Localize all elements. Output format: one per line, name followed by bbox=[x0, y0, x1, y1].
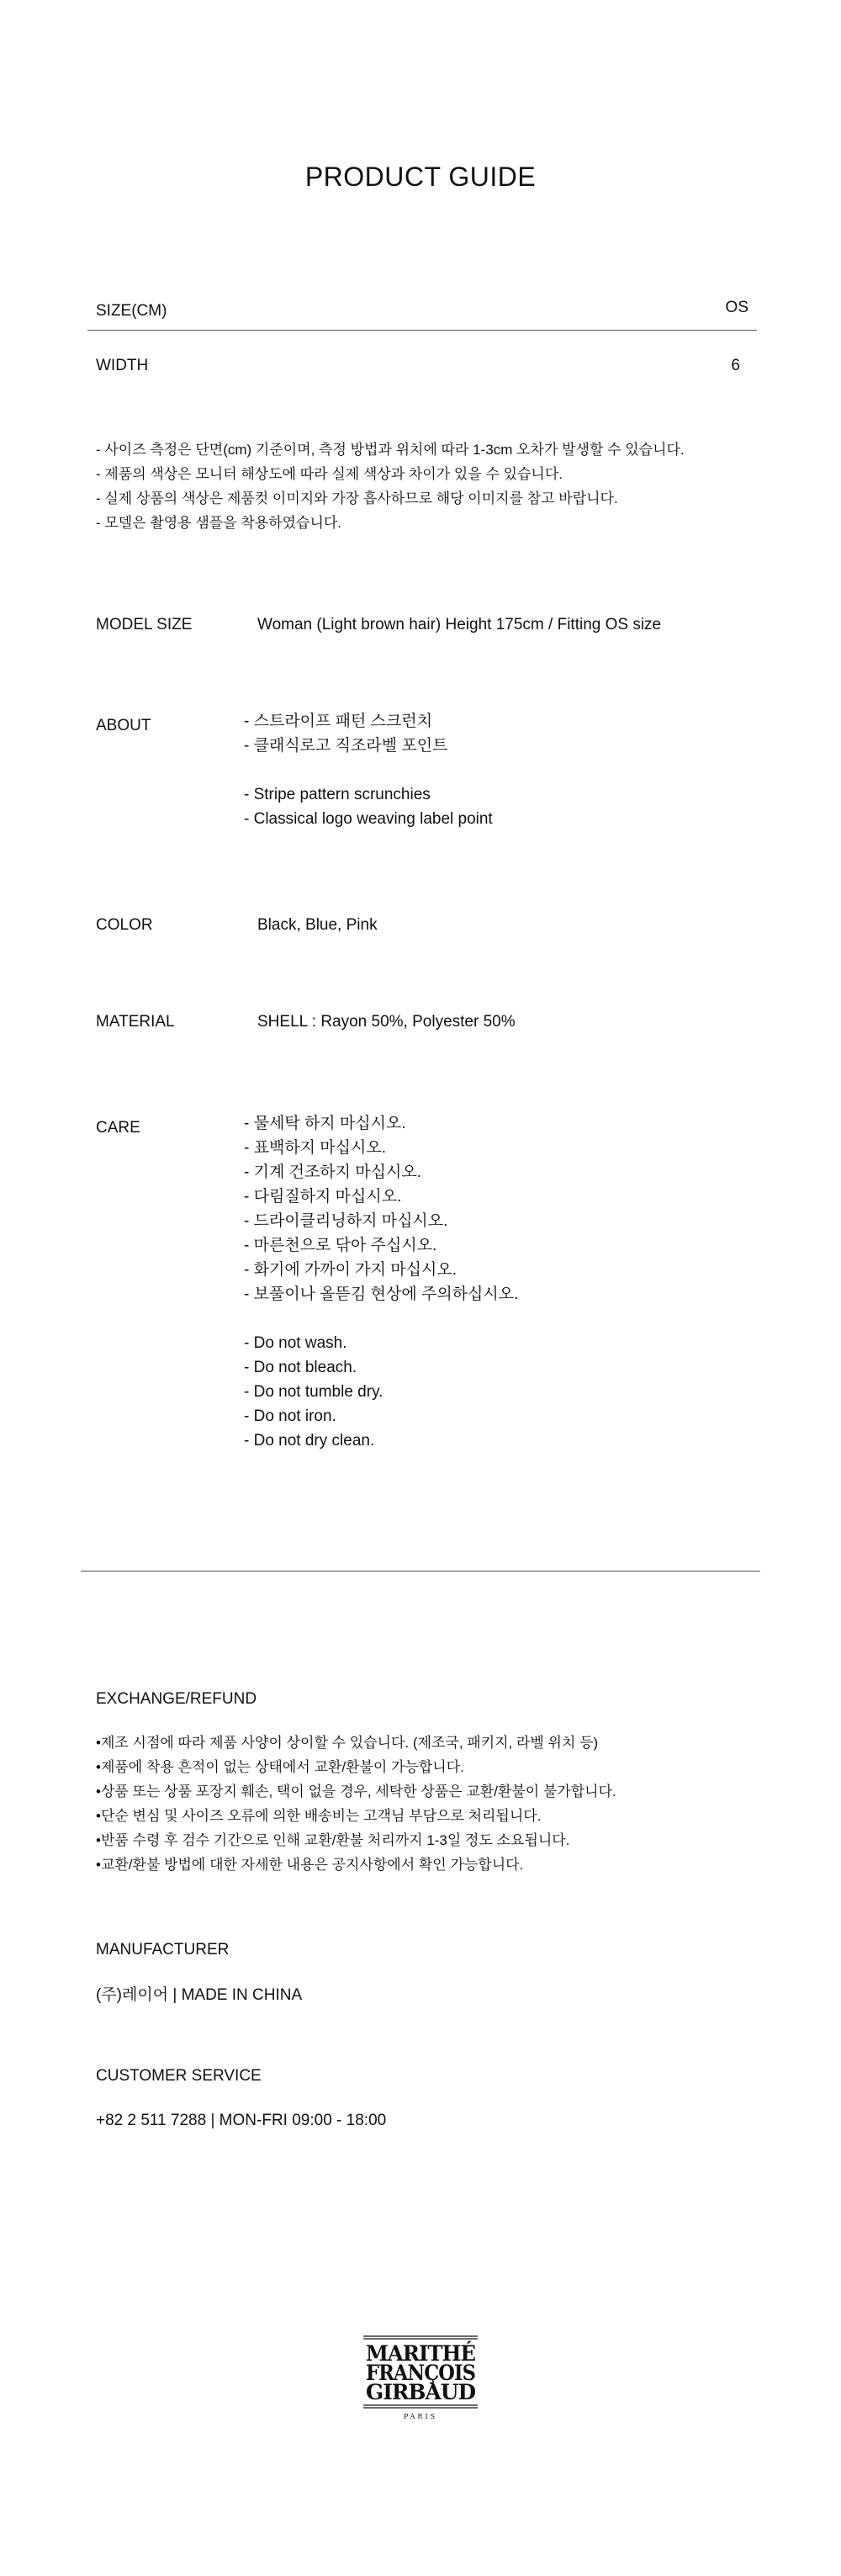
exchange-line: •반품 수령 후 검수 기간으로 인해 교환/환불 처리까지 1-3일 정도 소요됩니다. bbox=[96, 1832, 570, 1848]
page-title: PRODUCT GUIDE bbox=[304, 162, 537, 192]
care-line: - 다림질하지 마십시오. bbox=[244, 1188, 402, 1206]
exchange-line: •제품에 착용 흔적이 없는 상태에서 교환/환불이 가능합니다. bbox=[96, 1759, 464, 1775]
color-value: Black, Blue, Pink bbox=[257, 916, 378, 934]
size-header-label: SIZE(CM) bbox=[96, 302, 167, 320]
about-line: - Classical logo weaving label point bbox=[244, 810, 493, 828]
size-row-label: WIDTH bbox=[96, 357, 149, 374]
size-note: - 실제 상품의 색상은 제품컷 이미지와 가장 흡사하므로 해당 이미지를 참고 바랍니다. bbox=[96, 490, 618, 506]
care-label: CARE bbox=[96, 1119, 140, 1137]
customer-service-label: CUSTOMER SERVICE bbox=[96, 2067, 262, 2085]
size-table-divider bbox=[87, 330, 757, 331]
care-line: - 드라이클리닝하지 마십시오. bbox=[244, 1212, 448, 1230]
customer-service-value: +82 2 511 7288 | MON-FRI 09:00 - 18:00 bbox=[96, 2112, 387, 2129]
care-line: - Do not bleach. bbox=[244, 1359, 357, 1376]
care-line: - 기계 건조하지 마십시오. bbox=[244, 1163, 421, 1181]
model-size-label: MODEL SIZE bbox=[96, 616, 193, 633]
care-line: - Do not dry clean. bbox=[244, 1432, 375, 1450]
about-line: - Stripe pattern scrunchies bbox=[244, 786, 431, 803]
manufacturer-value: (주)레이어 | MADE IN CHINA bbox=[96, 1986, 303, 2004]
exchange-line: •단순 변심 및 사이즈 오류에 의한 배송비는 고객님 부담으로 처리됩니다. bbox=[96, 1808, 542, 1824]
exchange-lines bbox=[96, 1731, 616, 1877]
section-divider bbox=[81, 1571, 760, 1572]
model-size-value: Woman (Light brown hair) Height 175cm / Fitting OS size bbox=[257, 616, 662, 633]
size-note: - 모델은 촬영용 샘플을 착용하였습니다. bbox=[96, 515, 342, 531]
brand-logo bbox=[362, 2335, 479, 2425]
care-line: - 보풀이나 올뜯김 현상에 주의하십시오. bbox=[244, 1285, 519, 1303]
logo-line-1: MARITHÉ bbox=[366, 2341, 475, 2366]
brand-logo-mark bbox=[362, 2335, 479, 2425]
about-line bbox=[244, 758, 493, 782]
care-line: - 마른천으로 닦아 주십시오. bbox=[244, 1237, 437, 1254]
color-label: COLOR bbox=[96, 916, 153, 934]
exchange-line: •제조 시점에 따라 제품 사양이 상이할 수 있습니다. (제조국, 패키지, 라벨 위치 등) bbox=[96, 1735, 599, 1751]
care-line: - 물세탁 하지 마십시오. bbox=[244, 1115, 406, 1132]
manufacturer-label: MANUFACTURER bbox=[96, 1941, 230, 1959]
care-line: - 표백하지 마십시오. bbox=[244, 1139, 386, 1157]
about-lines bbox=[244, 709, 493, 831]
material-value: SHELL : Rayon 50%, Polyester 50% bbox=[257, 1013, 516, 1031]
exchange-line: •교환/환불 방법에 대한 자세한 내용은 공지사항에서 확인 가능합니다. bbox=[96, 1857, 524, 1873]
exchange-line: •상품 또는 상품 포장지 훼손, 택이 없을 경우, 세탁한 상품은 교환/환불이 불가합니다. bbox=[96, 1784, 616, 1799]
logo-line-3: GIRBAUD bbox=[366, 2380, 476, 2404]
exchange-label: EXCHANGE/REFUND bbox=[96, 1690, 257, 1708]
about-line: - 클래식로고 직조라벨 포인트 bbox=[244, 737, 448, 755]
size-row-value: 6 bbox=[731, 357, 740, 374]
care-line: - 화기에 가까이 가지 마십시오. bbox=[244, 1261, 457, 1279]
size-note: - 사이즈 측정은 단면(cm) 기준이며, 측정 방법과 위치에 따라 1-3cm 오차가 발생할 수 있습니다. bbox=[96, 442, 685, 458]
size-header-value: OS bbox=[725, 299, 748, 316]
about-line: - 스트라이프 패턴 스크런치 bbox=[244, 713, 433, 730]
care-line: - Do not iron. bbox=[244, 1407, 336, 1425]
material-label: MATERIAL bbox=[96, 1013, 175, 1031]
care-line bbox=[244, 1307, 518, 1331]
size-note: - 제품의 색상은 모니터 해상도에 따라 실제 색상과 차이가 있을 수 있습니다. bbox=[96, 466, 563, 482]
size-notes bbox=[96, 437, 685, 535]
care-lines bbox=[244, 1111, 518, 1453]
about-label: ABOUT bbox=[96, 717, 151, 734]
logo-line-2: FRANÇOIS bbox=[366, 2361, 475, 2385]
logo-line-4: PARIS bbox=[403, 2413, 438, 2420]
care-line: - Do not tumble dry. bbox=[244, 1383, 383, 1401]
care-line: - Do not wash. bbox=[244, 1334, 347, 1352]
